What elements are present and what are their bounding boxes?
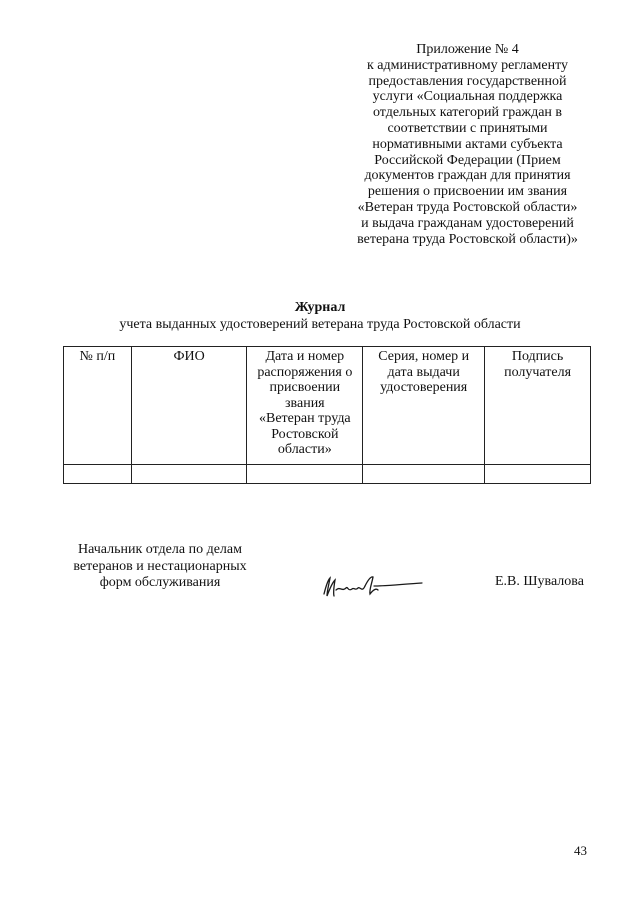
- journal-title: Журнал: [294, 300, 346, 315]
- position-line: Начальник отдела по делам: [78, 542, 242, 557]
- signer-name: Е.В. Шувалова: [495, 574, 584, 589]
- position-line: ветеранов и нестационарных: [73, 558, 247, 574]
- page-number: 43: [574, 843, 587, 858]
- appendix-line: предоставления государственной: [368, 73, 567, 89]
- table-cell: [363, 464, 485, 483]
- journal-subtitle: учета выданных удостоверений ветерана труда Ростовской области: [119, 317, 521, 332]
- table-row: [64, 464, 591, 483]
- chief-position: [62, 542, 258, 592]
- table-cell: [131, 464, 247, 483]
- column-header-signature: Подпись получателя: [485, 347, 591, 465]
- table-header-row: [64, 347, 591, 465]
- appendix-line: Приложение № 4: [416, 42, 519, 57]
- appendix-line: услуги «Социальная поддержка: [372, 89, 563, 105]
- column-header-order: Дата и номер распоряжения о присвоении звания «Ветеран труда Ростовской области»: [247, 347, 363, 465]
- appendix-line: «Ветеран труда Ростовской области»: [357, 199, 578, 215]
- table-cell: [64, 464, 132, 483]
- column-header-number: № п/п: [64, 347, 132, 465]
- appendix-line: и выдача гражданам удостоверений: [361, 215, 574, 231]
- appendix-line: нормативными актами субъекта: [372, 136, 563, 152]
- appendix-line: ветерана труда Ростовской области)»: [357, 231, 578, 247]
- table-cell: [485, 464, 591, 483]
- column-header-fio: ФИО: [131, 347, 247, 465]
- appendix-line: Российской Федерации (Прием: [374, 152, 561, 168]
- table-cell: [247, 464, 363, 483]
- appendix-line: документов граждан для принятия: [364, 168, 571, 184]
- position-line: форм обслуживания: [99, 575, 221, 590]
- handwritten-signature-icon: [318, 568, 428, 606]
- appendix-header: [340, 42, 595, 247]
- appendix-line: к административному регламенту: [366, 57, 569, 73]
- appendix-line: решения о присвоении им звания: [367, 184, 568, 200]
- appendix-line: отдельных категорий граждан в: [372, 105, 563, 121]
- appendix-line: соответствии с принятыми: [387, 120, 548, 136]
- register-table: [63, 346, 591, 484]
- column-header-certificate: Серия, номер и дата выдачи удостоверения: [363, 347, 485, 465]
